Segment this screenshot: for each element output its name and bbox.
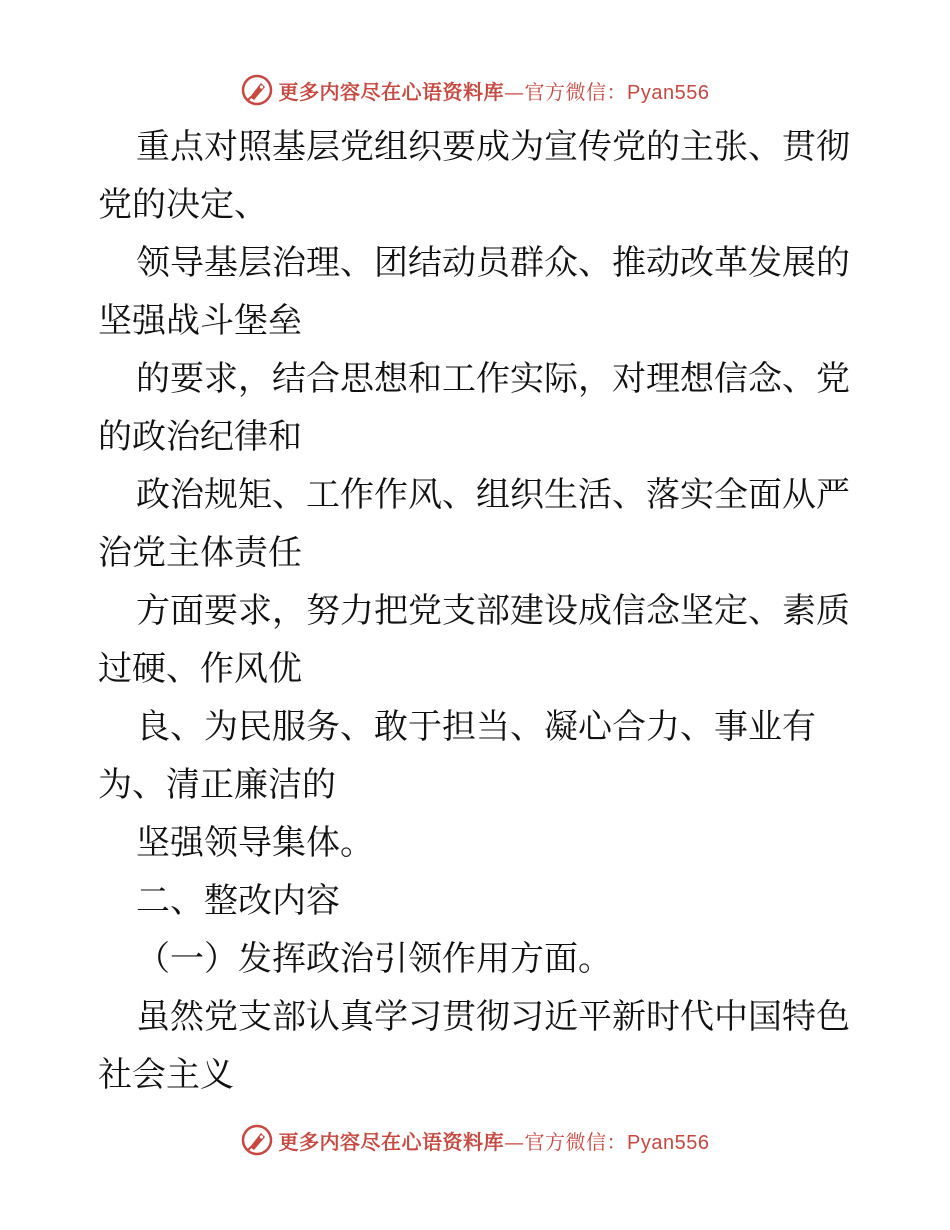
- footer-brand: 更多内容尽在心语资料库: [278, 1129, 505, 1154]
- header-contact-id: Pyan556: [627, 81, 710, 104]
- header-banner-inner: [241, 74, 710, 106]
- footer-banner: [0, 1120, 950, 1160]
- text-line: 社会主义: [98, 1055, 234, 1095]
- footer-banner-inner: [241, 1124, 710, 1156]
- text-line: 重点对照基层党组织要成为宣传党的主张、贯彻: [136, 127, 850, 167]
- text-line: 过硬、作风优: [98, 649, 302, 689]
- footer-dash: —: [504, 1129, 525, 1154]
- text-line: 治党主体责任: [98, 533, 302, 573]
- header-brand: 更多内容尽在心语资料库: [278, 79, 505, 104]
- footer-contact-id: Pyan556: [627, 1131, 710, 1154]
- text-line: 的政治纪律和: [98, 417, 302, 457]
- header-banner: [0, 70, 950, 110]
- header-dash: —: [504, 79, 525, 104]
- footer-contact-label: 官方微信：: [524, 1129, 628, 1154]
- text-line: 为、清正廉洁的: [98, 765, 336, 805]
- text-line: 坚强战斗堡垒: [98, 301, 302, 341]
- text-line: 领导基层治理、团结动员群众、推动改革发展的: [136, 243, 850, 283]
- section-heading: 二、整改内容: [136, 881, 340, 921]
- text-line: 党的决定、: [98, 185, 268, 225]
- header-text: [279, 76, 710, 105]
- text-line: 政治规矩、工作作风、组织生活、落实全面从严: [136, 475, 850, 515]
- subsection-heading: （一）发挥政治引领作用方面。: [136, 939, 612, 979]
- text-line: 虽然党支部认真学习贯彻习近平新时代中国特色: [136, 997, 850, 1037]
- footer-text: [279, 1126, 710, 1155]
- header-contact-label: 官方微信：: [524, 79, 628, 104]
- text-line: 方面要求，努力把党支部建设成信念坚定、素质: [136, 591, 850, 631]
- pen-nib-logo-icon: [241, 1124, 273, 1156]
- document-body: [98, 118, 858, 1104]
- text-line: 坚强领导集体。: [136, 823, 374, 863]
- text-line: 的要求，结合思想和工作实际，对理想信念、党: [136, 359, 850, 399]
- text-line: 良、为民服务、敢于担当、凝心合力、事业有: [136, 707, 816, 747]
- pen-nib-logo-icon: [241, 74, 273, 106]
